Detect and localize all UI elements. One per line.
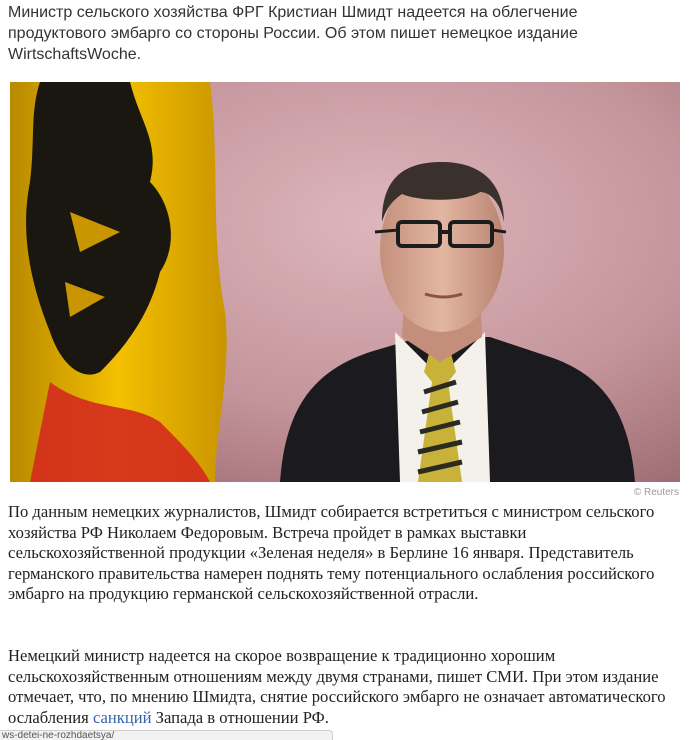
sanctions-link[interactable]: санкций	[92, 707, 152, 727]
article-paragraph-2	[8, 646, 678, 728]
article-lead: Министр сельского хозяйства ФРГ Кристиан Шмидт надеется на облегчение продуктового эмбарго со стороны России. Об этом пишет немецкое издание WirtschaftsWoche.	[8, 4, 578, 63]
paragraph-2-text-start: Немецкий министр надеется на скорое возвращение к традиционно хорошим сельскохозяйственным отношениям между двумя странами, пишет СМИ. При этом издание отмечает, что, по мнению Шмидта, снятие российского эмбарго не означает автоматического ослабления	[8, 646, 666, 727]
status-bar-url: ws-detei-ne-rozhdaetsya/	[0, 730, 333, 740]
photo-credit: © Reuters	[633, 487, 679, 498]
article-paragraph-1: По данным немецких журналистов, Шмидт собирается встретиться с министром сельского хозяйства РФ Николаем Федоровым. Встреча пройдет в рамках выставки сельскохозяйственной продукции «Зеленая неделя» в Берлине 16 января. Представитель германского правительства намерен поднять тему потенциального ослабления российского эмбарго на продукцию германской сельскохозяйственной отрасли.	[8, 502, 655, 603]
photo-illustration	[10, 82, 680, 482]
paragraph-2-text-end: Запада в отношении РФ.	[151, 707, 329, 727]
article-photo	[10, 82, 680, 482]
